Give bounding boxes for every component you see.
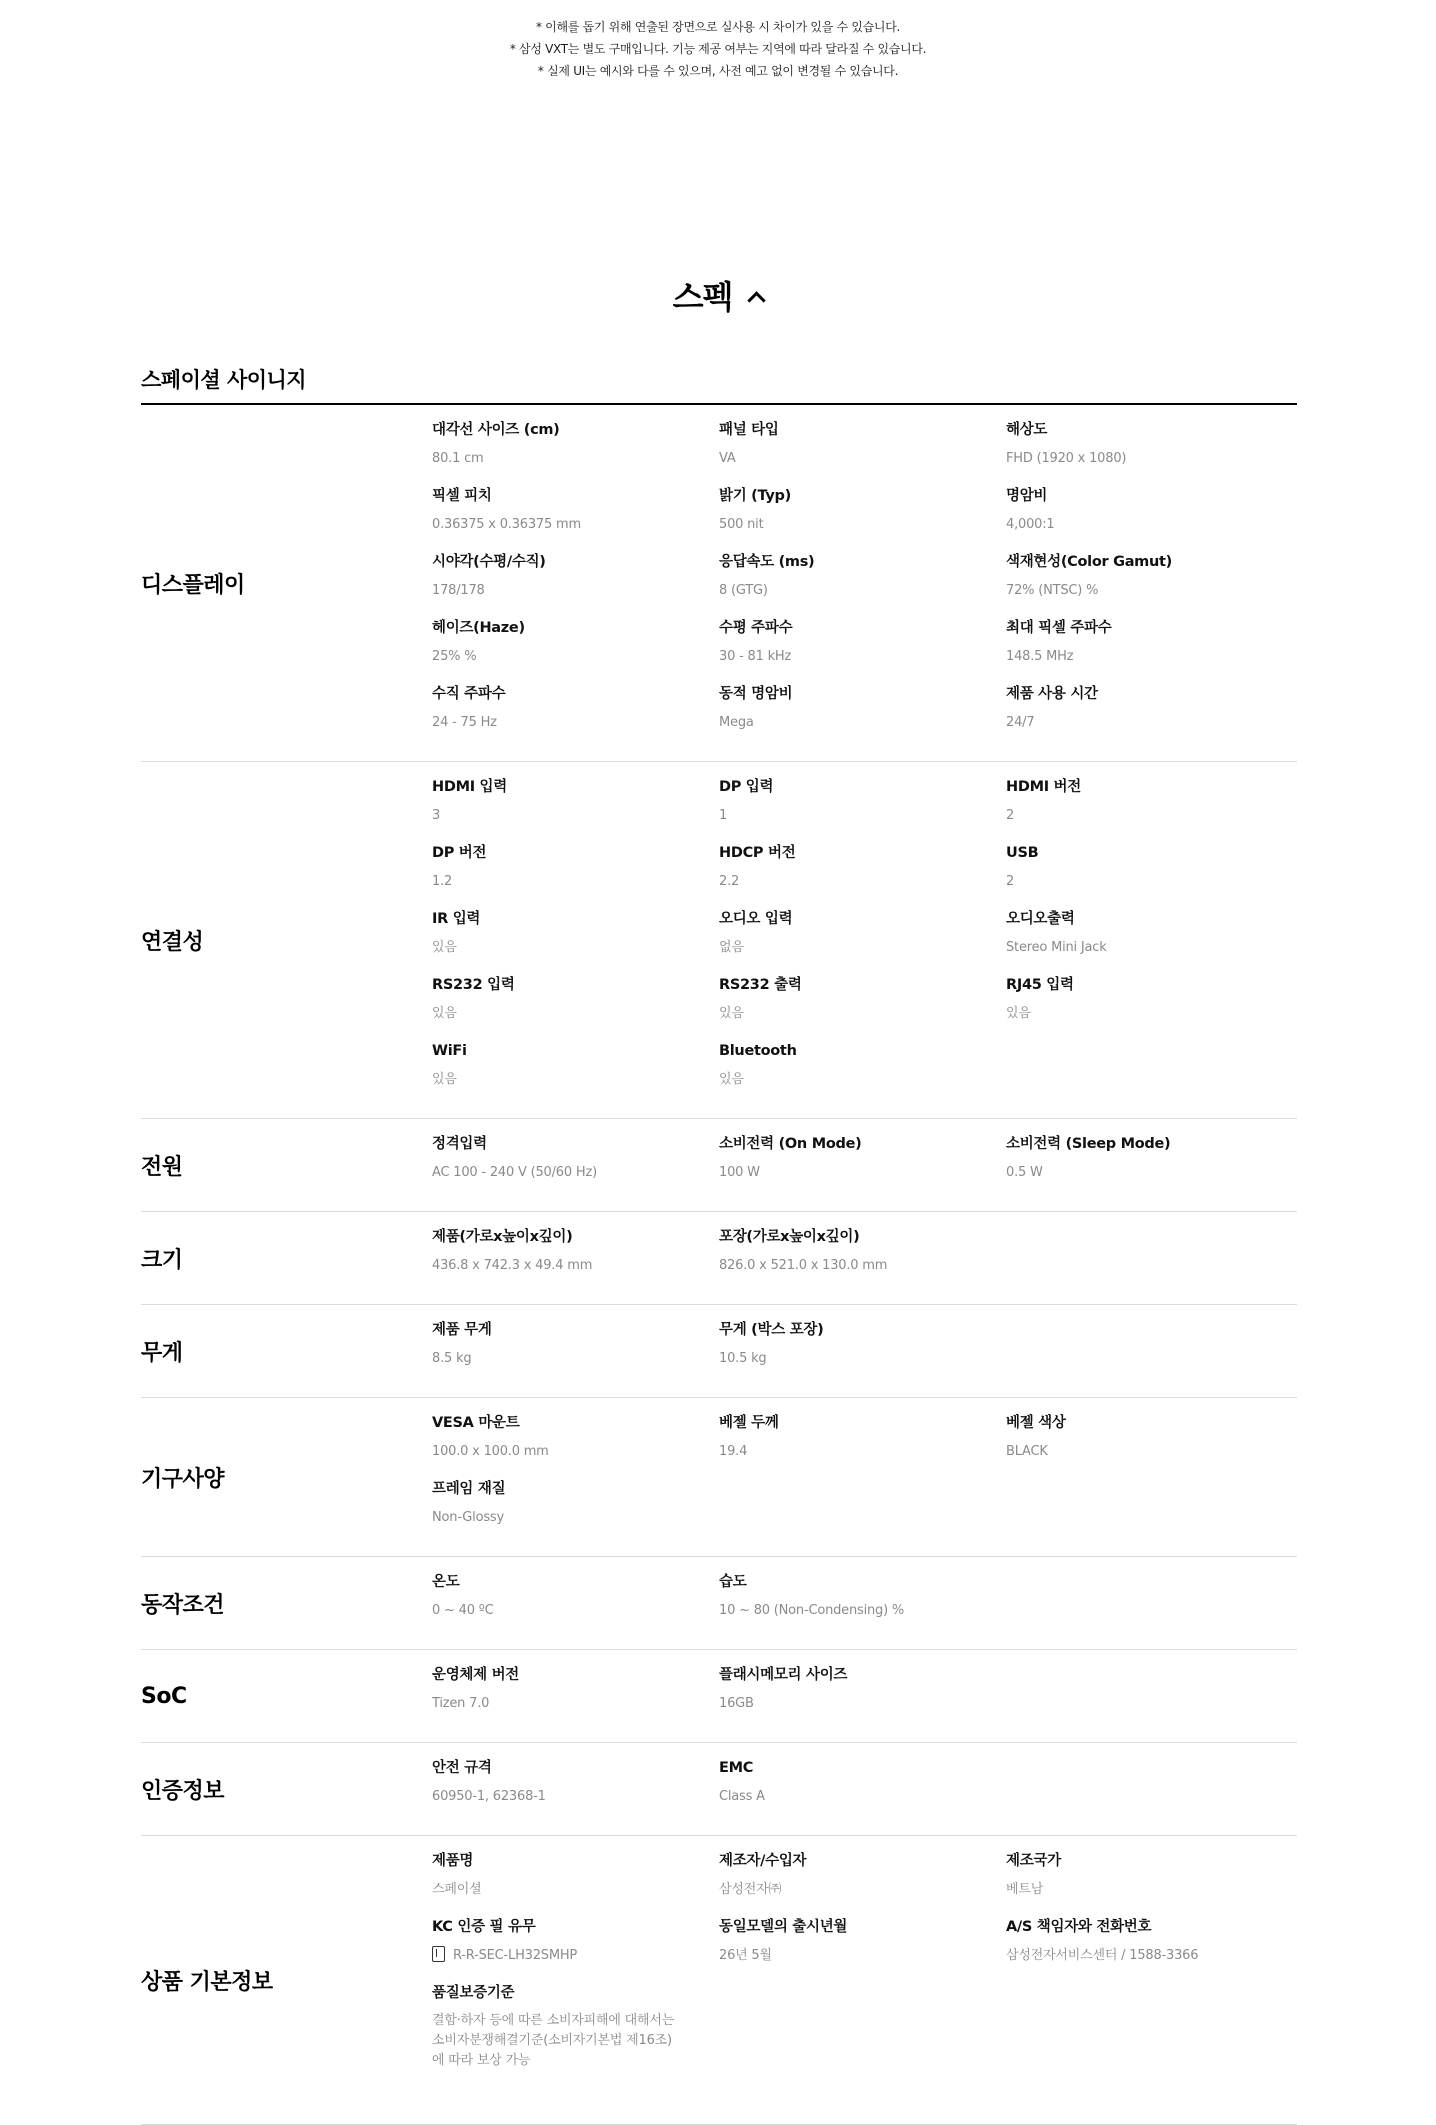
spec-item: [1006, 485, 1297, 551]
spec-item: [432, 683, 719, 749]
spec-item-value: 0.36375 x 0.36375 mm: [432, 517, 581, 532]
spec-table: [141, 405, 1297, 2125]
spec-item: [432, 1757, 719, 1823]
spec-item-label: RS232 입력: [432, 977, 515, 993]
spec-item: [719, 1757, 1006, 1823]
spec-section: [141, 762, 1297, 1119]
spec-item-label: 소비전력 (On Mode): [719, 1136, 862, 1152]
spec-item: [1006, 1850, 1297, 1916]
spec-item: [432, 842, 719, 908]
spec-item: [432, 908, 719, 974]
spec-item-label: 제품명: [432, 1853, 474, 1869]
spec-item-label: 픽셀 피치: [432, 488, 492, 504]
spec-item-value: 19.4: [719, 1444, 748, 1459]
spec-item-label: 명암비: [1006, 488, 1048, 504]
spec-item: [432, 776, 719, 842]
spec-item-label: 플래시메모리 사이즈: [719, 1667, 848, 1683]
spec-category-title: 디스플레이: [141, 572, 245, 598]
spec-item: [432, 1412, 719, 1478]
spec-item: [719, 683, 1006, 749]
spec-item-label: HDCP 버전: [719, 845, 796, 861]
spec-item-label: 최대 픽셀 주파수: [1006, 620, 1112, 636]
spec-item-label: 응답속도 (ms): [719, 554, 815, 570]
spec-item-label: 습도: [719, 1574, 747, 1590]
spec-item: [719, 776, 1006, 842]
spec-item-value: VA: [719, 451, 736, 466]
spec-item-label: HDMI 버전: [1006, 779, 1081, 795]
spec-item-label: 제조자/수입자: [719, 1853, 807, 1869]
spec-item-label: 오디오 입력: [719, 911, 793, 927]
spec-item-label: 베젤 두께: [719, 1415, 779, 1431]
spec-item: [432, 1478, 719, 1544]
spec-item-label: 헤이즈(Haze): [432, 620, 525, 636]
spec-item: [1006, 419, 1297, 485]
spec-item-value: 178/178: [432, 583, 485, 598]
spec-item-label: 대각선 사이즈 (cm): [432, 422, 560, 438]
disclaimer-line: * 삼성 VXT는 별도 구매입니다. 기능 제공 여부는 지역에 따라 달라질 수 있습니다.: [509, 42, 927, 56]
spec-item-label: 해상도: [1006, 422, 1048, 438]
spec-item: [432, 1850, 719, 1916]
spec-item-value: 3: [432, 808, 441, 823]
spec-item-label: 제품 무게: [432, 1322, 492, 1338]
spec-toggle-button[interactable]: [0, 272, 1436, 318]
spec-item-value: Tizen 7.0: [432, 1696, 490, 1711]
spec-category-title: 동작조건: [141, 1592, 225, 1618]
spec-item-value: 0 ~ 40 ºC: [432, 1603, 494, 1618]
spec-item-label: KC 인증 필 유무: [432, 1919, 536, 1935]
spec-item-value: Mega: [719, 715, 754, 730]
spec-item: [432, 1916, 719, 1982]
spec-item-value: 24/7: [1006, 715, 1035, 730]
spec-item: [719, 1850, 1006, 1916]
spec-item: [1006, 551, 1297, 617]
spec-item-label: 패널 타입: [719, 422, 779, 438]
spec-item-value: BLACK: [1006, 1444, 1048, 1459]
spec-item-label: 베젤 색상: [1006, 1415, 1066, 1431]
spec-item: [432, 485, 719, 551]
spec-item-value: 8.5 kg: [432, 1351, 472, 1366]
spec-item-label: 수직 주파수: [432, 686, 506, 702]
spec-item-value: 30 - 81 kHz: [719, 649, 792, 664]
spec-item-label: 안전 규격: [432, 1760, 492, 1776]
spec-item-label: 제품(가로x높이x깊이): [432, 1229, 573, 1245]
spec-item-label: 무게 (박스 포장): [719, 1322, 824, 1338]
spec-item-label: 제조국가: [1006, 1853, 1061, 1869]
spec-item-label: 프레임 재질: [432, 1481, 506, 1497]
spec-item: [719, 1571, 1006, 1637]
spec-item: [432, 1664, 719, 1730]
spec-item-label: 동적 명암비: [719, 686, 793, 702]
spec-item-label: DP 버전: [432, 845, 487, 861]
spec-item: [719, 551, 1006, 617]
spec-category-title: SoC: [141, 1683, 187, 1709]
spec-item-value: 100.0 x 100.0 mm: [432, 1444, 549, 1459]
spec-item-value: 25% %: [432, 649, 477, 664]
spec-item-value: 10.5 kg: [719, 1351, 767, 1366]
spec-item-value: 있음: [1006, 1006, 1031, 1021]
spec-item: [719, 974, 1006, 1040]
spec-item-value: 0.5 W: [1006, 1165, 1043, 1180]
spec-item: [719, 1664, 1006, 1730]
spec-section: [141, 1650, 1297, 1743]
spec-item: [1006, 1916, 1297, 1982]
spec-item-value: 삼성전자㈜: [719, 1882, 782, 1897]
spec-item-value: 26년 5월: [719, 1948, 772, 1963]
spec-item-label: HDMI 입력: [432, 779, 507, 795]
spec-section: [141, 1398, 1297, 1557]
spec-item-label: RS232 출력: [719, 977, 802, 993]
spec-item-value: Class A: [719, 1789, 765, 1804]
spec-category-title: 기구사양: [141, 1466, 225, 1492]
spec-item-value: 없음: [719, 940, 744, 955]
spec-section: [141, 1305, 1297, 1398]
spec-items: [432, 1557, 1297, 1649]
spec-item-label: WiFi: [432, 1043, 467, 1059]
spec-category-title: 크기: [141, 1247, 183, 1273]
spec-item-value: 826.0 x 521.0 x 130.0 mm: [719, 1258, 888, 1273]
product-name-heading: 스페이셜 사이니지: [141, 368, 307, 392]
spec-item: [1006, 776, 1297, 842]
spec-item-value: 4,000:1: [1006, 517, 1055, 532]
spec-items: [432, 1650, 1297, 1742]
spec-item-label: EMC: [719, 1760, 754, 1776]
spec-item: [719, 1040, 1006, 1106]
spec-item-label: 품질보증기준: [432, 1985, 515, 2001]
spec-items: [432, 1119, 1297, 1211]
spec-item: [432, 1982, 719, 2112]
spec-items: [432, 1305, 1297, 1397]
spec-item-value: 148.5 MHz: [1006, 649, 1074, 664]
spec-item-label: 밝기 (Typ): [719, 488, 791, 504]
spec-category-title: 상품 기본정보: [141, 1969, 273, 1995]
spec-item: [719, 1319, 1006, 1385]
chevron-up-icon: [748, 291, 766, 309]
spec-item: [719, 1916, 1006, 1982]
spec-item-label: 운영체제 버전: [432, 1667, 519, 1683]
spec-section: [141, 405, 1297, 762]
spec-item: [1006, 617, 1297, 683]
spec-item: [719, 1412, 1006, 1478]
spec-item-value: 스페이셜: [432, 1882, 482, 1897]
spec-items: [432, 1836, 1297, 2124]
spec-item-value: AC 100 - 240 V (50/60 Hz): [432, 1165, 597, 1180]
spec-category-title: 무게: [141, 1340, 183, 1366]
spec-item-label: 정격입력: [432, 1136, 487, 1152]
spec-item-value: 16GB: [719, 1696, 754, 1711]
spec-item-label: Bluetooth: [719, 1043, 797, 1059]
spec-item-value: 있음: [432, 940, 457, 955]
spec-item-label: 수평 주파수: [719, 620, 793, 636]
spec-item: [1006, 683, 1297, 749]
spec-item-value: 2: [1006, 808, 1015, 823]
spec-item: [719, 842, 1006, 908]
spec-item-label: IR 입력: [432, 911, 481, 927]
spec-item-value: 72% (NTSC) %: [1006, 583, 1099, 598]
spec-item-value: 있음: [432, 1006, 457, 1021]
spec-item-label: RJ45 입력: [1006, 977, 1074, 993]
spec-item-value: 8 (GTG): [719, 583, 768, 598]
spec-item: [1006, 842, 1297, 908]
spec-item: [432, 1319, 719, 1385]
spec-item-value: 베트남: [1006, 1882, 1044, 1897]
spec-item-value: 100 W: [719, 1165, 760, 1180]
spec-section: [141, 1836, 1297, 2125]
spec-item-label: 소비전력 (Sleep Mode): [1006, 1136, 1171, 1152]
spec-item-value: 60950-1, 62368-1: [432, 1789, 546, 1804]
disclaimer-notes: [0, 16, 1436, 82]
spec-item-value: 500 nit: [719, 517, 764, 532]
spec-items: [432, 1743, 1297, 1835]
spec-item-label: 온도: [432, 1574, 460, 1590]
spec-item-value-text: R-R-SEC-LH32SMHP: [453, 1948, 578, 1963]
disclaimer-line: * 이해를 돕기 위해 연출된 장면으로 실사용 시 차이가 있을 수 있습니다.: [535, 20, 901, 34]
spec-item-value: 1: [719, 808, 728, 823]
spec-items: [432, 1398, 1297, 1556]
spec-item-value: 24 - 75 Hz: [432, 715, 497, 730]
spec-category-title: 연결성: [141, 929, 204, 955]
spec-item-value: 있음: [432, 1072, 457, 1087]
spec-section: [141, 1119, 1297, 1212]
spec-item: [432, 1133, 719, 1199]
spec-item: [1006, 1412, 1297, 1478]
spec-item: [719, 419, 1006, 485]
spec-item-value: Non-Glossy: [432, 1510, 504, 1525]
disclaimer-line: * 실제 UI는 예시와 다를 수 있으며, 사전 예고 없이 변경될 수 있습니다.: [537, 64, 899, 78]
spec-item-value: 436.8 x 742.3 x 49.4 mm: [432, 1258, 593, 1273]
spec-items: [432, 405, 1297, 761]
spec-item: [1006, 1133, 1297, 1199]
spec-item: [432, 617, 719, 683]
spec-item: [432, 974, 719, 1040]
spec-items: [432, 762, 1297, 1118]
spec-item: [432, 1226, 719, 1292]
spec-item-value: 10 ~ 80 (Non-Condensing) %: [719, 1603, 905, 1618]
spec-item-value: 결함·하자 등에 따른 소비자피해에 대해서는 소비자분쟁해결기준(소비자기본법 제16조) 에 따라 보상 가능: [432, 2013, 675, 2068]
spec-item: [1006, 974, 1297, 1040]
spec-item-value: FHD (1920 x 1080): [1006, 451, 1127, 466]
spec-item-value: 2: [1006, 874, 1015, 889]
spec-item-label: 포장(가로x높이x깊이): [719, 1229, 860, 1245]
spec-item-label: 색재현성(Color Gamut): [1006, 554, 1172, 570]
spec-item-value: 있음: [719, 1072, 744, 1087]
spec-item: [432, 1571, 719, 1637]
spec-category-title: 인증정보: [141, 1778, 225, 1804]
spec-item: [1006, 908, 1297, 974]
spec-item-value: 80.1 cm: [432, 451, 484, 466]
spec-item: [432, 1040, 719, 1106]
spec-item-label: USB: [1006, 845, 1039, 861]
spec-item-value: 1.2: [432, 874, 453, 889]
spec-item-label: 시야각(수평/수직): [432, 554, 546, 570]
spec-item: [719, 617, 1006, 683]
spec-item-value: 있음: [719, 1006, 744, 1021]
spec-item: [432, 551, 719, 617]
spec-section: [141, 1743, 1297, 1836]
kc-mark-icon: [432, 1946, 445, 1962]
spec-item-label: VESA 마운트: [432, 1415, 520, 1431]
spec-section: [141, 1212, 1297, 1305]
spec-item: [719, 908, 1006, 974]
spec-item-label: 오디오출력: [1006, 911, 1075, 927]
spec-item: [719, 485, 1006, 551]
spec-item: [719, 1226, 1006, 1292]
spec-item-label: 제품 사용 시간: [1006, 686, 1098, 702]
spec-category-title: 전원: [141, 1154, 183, 1180]
spec-item-value: 삼성전자서비스센터 / 1588-3366: [1006, 1948, 1199, 1963]
spec-item: [719, 1133, 1006, 1199]
spec-item-value: 2.2: [719, 874, 740, 889]
spec-section: [141, 1557, 1297, 1650]
spec-items: [432, 1212, 1297, 1304]
spec-item-label: A/S 책임자와 전화번호: [1006, 1919, 1152, 1935]
spec-title: 스펙: [672, 278, 733, 316]
spec-item-value: [432, 1946, 719, 1966]
spec-item-label: 동일모델의 출시년월: [719, 1919, 848, 1935]
spec-item-label: DP 입력: [719, 779, 774, 795]
spec-item-value: Stereo Mini Jack: [1006, 940, 1107, 955]
spec-item: [432, 419, 719, 485]
